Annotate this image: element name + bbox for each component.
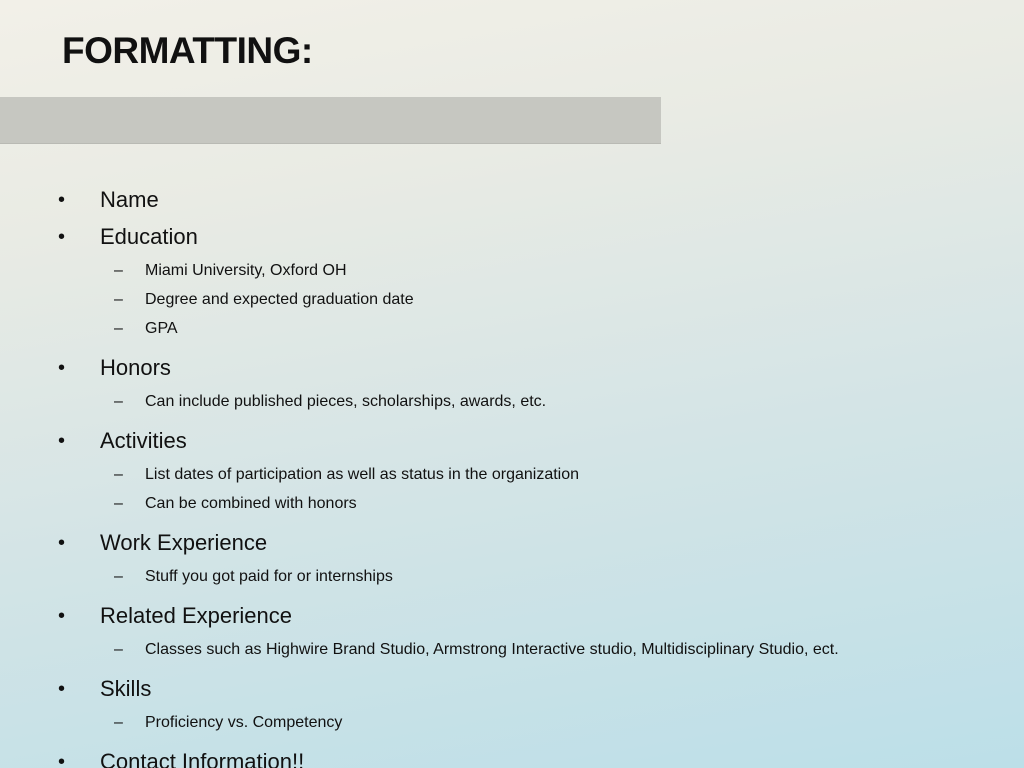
sub-bullet-item <box>58 462 998 491</box>
sub-bullet-label: Miami University, Oxford OH <box>145 262 347 279</box>
bullet-label: Contact Information!! <box>100 749 305 768</box>
slide-title: FORMATTING: <box>62 30 313 71</box>
sub-bullet-item <box>58 710 998 746</box>
bullet-dot-icon: • <box>58 678 66 700</box>
dash-icon: – <box>114 262 123 279</box>
sub-bullet-item <box>58 287 998 316</box>
bullet-label: Name <box>100 187 159 212</box>
bullet-label: Education <box>100 224 198 249</box>
bullet-dot-icon: • <box>58 751 66 768</box>
sub-bullet-label: GPA <box>145 320 178 337</box>
sub-bullet-item <box>58 491 998 527</box>
bullet-dot-icon: • <box>58 532 66 554</box>
bullet-dot-icon: • <box>58 189 66 211</box>
bullet-label: Honors <box>100 355 171 380</box>
dash-icon: – <box>114 495 123 512</box>
bullet-item <box>58 673 998 710</box>
sub-bullet-label: Can be combined with honors <box>145 495 357 512</box>
dash-icon: – <box>114 466 123 483</box>
bullet-item <box>58 352 998 389</box>
bullet-item <box>58 600 998 637</box>
bullet-item <box>58 425 998 462</box>
bullet-dot-icon: • <box>58 357 66 379</box>
sub-bullet-item <box>58 389 998 425</box>
dash-icon: – <box>114 320 123 337</box>
bullet-item <box>58 221 998 258</box>
sub-bullet-item <box>58 258 998 287</box>
bullet-dot-icon: • <box>58 605 66 627</box>
bullet-item <box>58 527 998 564</box>
dash-icon: – <box>114 641 123 658</box>
sub-bullet-label: Proficiency vs. Competency <box>145 714 343 731</box>
sub-bullet-label: List dates of participation as well as status in the organization <box>145 466 580 483</box>
bullet-dot-icon: • <box>58 430 66 452</box>
bullet-dot-icon: • <box>58 226 66 248</box>
dash-icon: – <box>114 568 123 585</box>
sub-bullet-item <box>58 316 998 352</box>
bullet-label: Activities <box>100 428 187 453</box>
title-underline-bar <box>0 97 661 144</box>
sub-bullet-label: Classes such as Highwire Brand Studio, Armstrong Interactive studio, Multidisciplinary Studio, ect. <box>145 641 839 658</box>
sub-bullet-item <box>58 564 998 600</box>
bullet-item <box>58 746 998 768</box>
bullet-label: Work Experience <box>100 530 268 555</box>
sub-bullet-label: Can include published pieces, scholarships, awards, etc. <box>145 393 547 410</box>
sub-bullet-item <box>58 637 998 673</box>
sub-bullet-label: Stuff you got paid for or internships <box>145 568 393 585</box>
dash-icon: – <box>114 714 123 731</box>
bullet-list <box>58 184 998 768</box>
dash-icon: – <box>114 393 123 410</box>
sub-bullet-label: Degree and expected graduation date <box>145 291 414 308</box>
bullet-label: Skills <box>100 676 152 701</box>
bullet-label: Related Experience <box>100 603 293 628</box>
bullet-item <box>58 184 998 221</box>
dash-icon: – <box>114 291 123 308</box>
